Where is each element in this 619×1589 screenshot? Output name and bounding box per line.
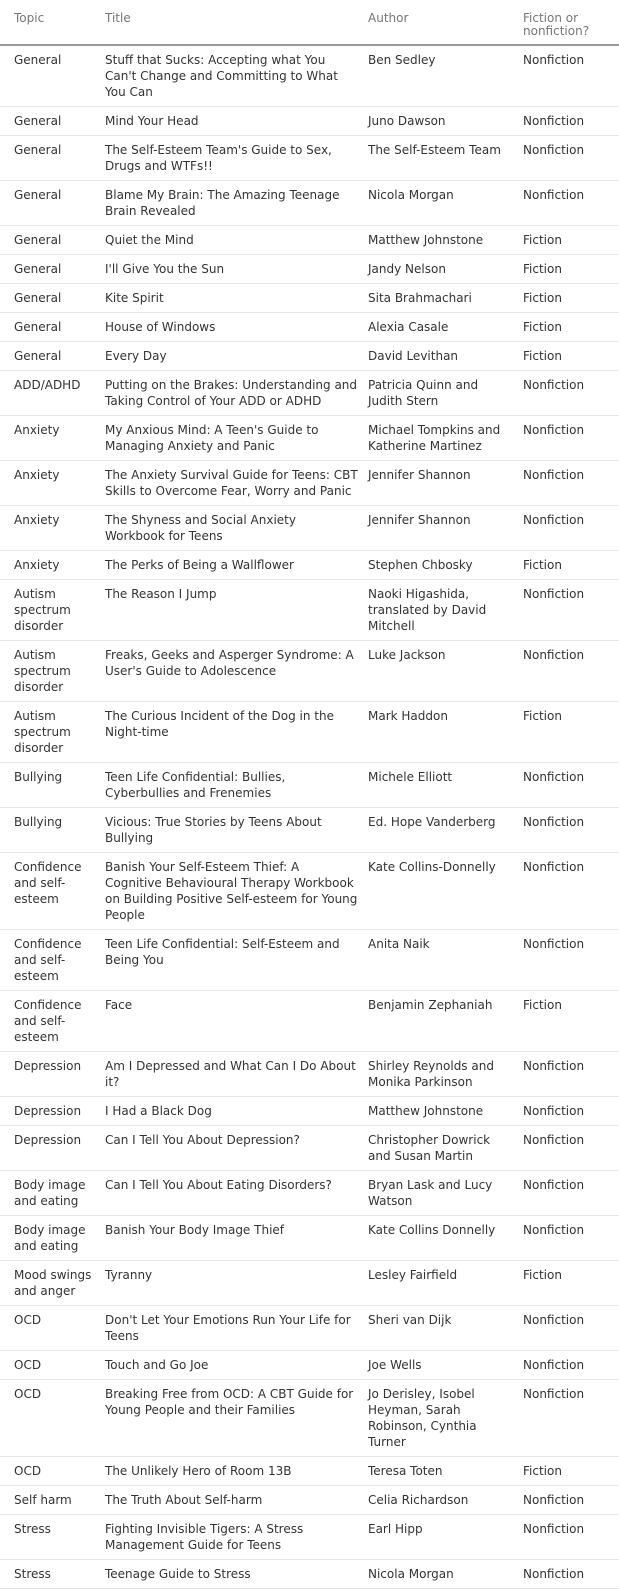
author-cell: Lesley Fairfield	[368, 1261, 523, 1306]
title-cell: Touch and Go Joe	[105, 1351, 368, 1380]
fiction-type-cell: Nonfiction	[523, 1052, 619, 1097]
title-cell: Mind Your Head	[105, 107, 368, 136]
topic-cell: General	[0, 255, 105, 284]
column-header-author: Author	[368, 8, 523, 45]
table-row	[0, 1380, 619, 1457]
author-cell: Bryan Lask and Lucy Watson	[368, 1171, 523, 1216]
topic-cell: Anxiety	[0, 551, 105, 580]
author-cell: Michael Tompkins and Katherine Martinez	[368, 416, 523, 461]
title-cell: The Anxiety Survival Guide for Teens: CBT Skills to Overcome Fear, Worry and Panic	[105, 461, 368, 506]
title-cell: The Truth About Self-harm	[105, 1486, 368, 1515]
title-cell: Teen Life Confidential: Bullies, Cyberbullies and Frenemies	[105, 763, 368, 808]
column-header-fiction-or-nonfiction: Fiction or nonfiction?	[523, 8, 619, 45]
title-cell: Vicious: True Stories by Teens About Bullying	[105, 808, 368, 853]
table-row	[0, 580, 619, 641]
topic-cell: Bullying	[0, 808, 105, 853]
topic-cell: Body image and eating	[0, 1216, 105, 1261]
fiction-type-cell: Nonfiction	[523, 853, 619, 930]
title-cell: The Perks of Being a Wallflower	[105, 551, 368, 580]
table-row	[0, 641, 619, 702]
title-cell: Can I Tell You About Eating Disorders?	[105, 1171, 368, 1216]
column-header-title: Title	[105, 8, 368, 45]
topic-cell: Self harm	[0, 1486, 105, 1515]
title-cell: The Curious Incident of the Dog in the Night-time	[105, 702, 368, 763]
topic-cell: ADD/ADHD	[0, 371, 105, 416]
table-row	[0, 1261, 619, 1306]
author-cell: Michele Elliott	[368, 763, 523, 808]
title-cell: Stuff that Sucks: Accepting what You Can't Change and Committing to What You Can	[105, 45, 368, 107]
table-row	[0, 702, 619, 763]
fiction-type-cell: Nonfiction	[523, 107, 619, 136]
fiction-type-cell: Nonfiction	[523, 136, 619, 181]
topic-cell: OCD	[0, 1380, 105, 1457]
author-cell: Earl Hipp	[368, 1515, 523, 1560]
column-header-topic: Topic	[0, 8, 105, 45]
topic-cell: OCD	[0, 1457, 105, 1486]
table-row	[0, 107, 619, 136]
author-cell: Stephen Chbosky	[368, 551, 523, 580]
title-cell: Face	[105, 991, 368, 1052]
author-cell: Juno Dawson	[368, 107, 523, 136]
author-cell: Kate Collins Donnelly	[368, 1216, 523, 1261]
fiction-type-cell: Fiction	[523, 1457, 619, 1486]
topic-cell: Autism spectrum disorder	[0, 641, 105, 702]
table-row	[0, 1560, 619, 1589]
title-cell: Kite Spirit	[105, 284, 368, 313]
table-row	[0, 506, 619, 551]
author-cell: Kate Collins-Donnelly	[368, 853, 523, 930]
title-cell: The Unlikely Hero of Room 13B	[105, 1457, 368, 1486]
topic-cell: Confidence and self-esteem	[0, 930, 105, 991]
title-cell: Banish Your Self-Esteem Thief: A Cognitive Behavioural Therapy Workbook on Building Positive Self-esteem for Young People	[105, 853, 368, 930]
table-row	[0, 181, 619, 226]
fiction-type-cell: Nonfiction	[523, 1097, 619, 1126]
author-cell: Ed. Hope Vanderberg	[368, 808, 523, 853]
table-row	[0, 226, 619, 255]
topic-cell: Stress	[0, 1515, 105, 1560]
title-cell: Every Day	[105, 342, 368, 371]
topic-cell: Confidence and self-esteem	[0, 853, 105, 930]
topic-cell: General	[0, 45, 105, 107]
table-row	[0, 1216, 619, 1261]
author-cell: Mark Haddon	[368, 702, 523, 763]
title-cell: Banish Your Body Image Thief	[105, 1216, 368, 1261]
table-row	[0, 551, 619, 580]
title-cell: Teenage Guide to Stress	[105, 1560, 368, 1589]
table-row	[0, 313, 619, 342]
fiction-type-cell: Nonfiction	[523, 1126, 619, 1171]
title-cell: Freaks, Geeks and Asperger Syndrome: A User's Guide to Adolescence	[105, 641, 368, 702]
table-header	[0, 8, 619, 45]
topic-cell: Depression	[0, 1097, 105, 1126]
author-cell: Teresa Toten	[368, 1457, 523, 1486]
author-cell: Benjamin Zephaniah	[368, 991, 523, 1052]
topic-cell: General	[0, 181, 105, 226]
author-cell: Anita Naik	[368, 930, 523, 991]
fiction-type-cell: Nonfiction	[523, 181, 619, 226]
author-cell: Luke Jackson	[368, 641, 523, 702]
table-row	[0, 1457, 619, 1486]
topic-cell: Anxiety	[0, 461, 105, 506]
table-row	[0, 416, 619, 461]
topic-cell: Stress	[0, 1560, 105, 1589]
table-row	[0, 1306, 619, 1351]
title-cell: I'll Give You the Sun	[105, 255, 368, 284]
title-cell: Quiet the Mind	[105, 226, 368, 255]
topic-cell: General	[0, 136, 105, 181]
table-row	[0, 1126, 619, 1171]
fiction-type-cell: Nonfiction	[523, 641, 619, 702]
author-cell: Matthew Johnstone	[368, 1097, 523, 1126]
fiction-type-cell: Nonfiction	[523, 930, 619, 991]
fiction-type-cell: Nonfiction	[523, 1515, 619, 1560]
topic-cell: Body image and eating	[0, 1171, 105, 1216]
fiction-type-cell: Fiction	[523, 342, 619, 371]
fiction-type-cell: Nonfiction	[523, 1216, 619, 1261]
author-cell: Nicola Morgan	[368, 181, 523, 226]
topic-cell: General	[0, 342, 105, 371]
table-row	[0, 284, 619, 313]
table-row	[0, 342, 619, 371]
title-cell: Teen Life Confidential: Self-Esteem and Being You	[105, 930, 368, 991]
table-row	[0, 255, 619, 284]
author-cell: Matthew Johnstone	[368, 226, 523, 255]
author-cell: Sheri van Dijk	[368, 1306, 523, 1351]
fiction-type-cell: Nonfiction	[523, 763, 619, 808]
topic-cell: Confidence and self-esteem	[0, 991, 105, 1052]
author-cell: Jandy Nelson	[368, 255, 523, 284]
topic-cell: General	[0, 313, 105, 342]
fiction-type-cell: Nonfiction	[523, 1171, 619, 1216]
table-row	[0, 808, 619, 853]
fiction-type-cell: Nonfiction	[523, 461, 619, 506]
author-cell: David Levithan	[368, 342, 523, 371]
topic-cell: Autism spectrum disorder	[0, 580, 105, 641]
author-cell: Sita Brahmachari	[368, 284, 523, 313]
table-row	[0, 1515, 619, 1560]
topic-cell: Mood swings and anger	[0, 1261, 105, 1306]
fiction-type-cell: Nonfiction	[523, 1560, 619, 1589]
title-cell: Tyranny	[105, 1261, 368, 1306]
title-cell: Am I Depressed and What Can I Do About it?	[105, 1052, 368, 1097]
table-row	[0, 930, 619, 991]
table-header-row	[0, 8, 619, 45]
author-cell: Shirley Reynolds and Monika Parkinson	[368, 1052, 523, 1097]
fiction-type-cell: Fiction	[523, 1261, 619, 1306]
fiction-type-cell: Nonfiction	[523, 506, 619, 551]
topic-cell: Anxiety	[0, 506, 105, 551]
table-row	[0, 1052, 619, 1097]
topic-cell: Depression	[0, 1126, 105, 1171]
table-row	[0, 991, 619, 1052]
fiction-type-cell: Nonfiction	[523, 1486, 619, 1515]
title-cell: Don't Let Your Emotions Run Your Life for Teens	[105, 1306, 368, 1351]
author-cell: The Self-Esteem Team	[368, 136, 523, 181]
title-cell: Fighting Invisible Tigers: A Stress Management Guide for Teens	[105, 1515, 368, 1560]
fiction-type-cell: Nonfiction	[523, 416, 619, 461]
title-cell: I Had a Black Dog	[105, 1097, 368, 1126]
fiction-type-cell: Fiction	[523, 702, 619, 763]
table-row	[0, 1097, 619, 1126]
fiction-type-cell: Nonfiction	[523, 808, 619, 853]
table-row	[0, 1486, 619, 1515]
author-cell: Celia Richardson	[368, 1486, 523, 1515]
author-cell: Patricia Quinn and Judith Stern	[368, 371, 523, 416]
fiction-type-cell: Nonfiction	[523, 45, 619, 107]
title-cell: The Self-Esteem Team's Guide to Sex, Drugs and WTFs!!	[105, 136, 368, 181]
book-list-table	[0, 8, 619, 1589]
author-cell: Jo Derisley, Isobel Heyman, Sarah Robinson, Cynthia Turner	[368, 1380, 523, 1457]
title-cell: The Reason I Jump	[105, 580, 368, 641]
fiction-type-cell: Nonfiction	[523, 580, 619, 641]
fiction-type-cell: Nonfiction	[523, 1306, 619, 1351]
table-row	[0, 853, 619, 930]
author-cell: Naoki Higashida, translated by David Mitchell	[368, 580, 523, 641]
fiction-type-cell: Fiction	[523, 226, 619, 255]
fiction-type-cell: Fiction	[523, 313, 619, 342]
title-cell: Breaking Free from OCD: A CBT Guide for Young People and their Families	[105, 1380, 368, 1457]
table-row	[0, 461, 619, 506]
author-cell: Christopher Dowrick and Susan Martin	[368, 1126, 523, 1171]
table-row	[0, 45, 619, 107]
author-cell: Joe Wells	[368, 1351, 523, 1380]
author-cell: Jennifer Shannon	[368, 461, 523, 506]
table-body	[0, 45, 619, 1589]
fiction-type-cell: Fiction	[523, 284, 619, 313]
author-cell: Jennifer Shannon	[368, 506, 523, 551]
author-cell: Ben Sedley	[368, 45, 523, 107]
table-row	[0, 763, 619, 808]
fiction-type-cell: Fiction	[523, 551, 619, 580]
title-cell: Blame My Brain: The Amazing Teenage Brain Revealed	[105, 181, 368, 226]
title-cell: Can I Tell You About Depression?	[105, 1126, 368, 1171]
title-cell: Putting on the Brakes: Understanding and Taking Control of Your ADD or ADHD	[105, 371, 368, 416]
table-row	[0, 1351, 619, 1380]
fiction-type-cell: Fiction	[523, 255, 619, 284]
topic-cell: Autism spectrum disorder	[0, 702, 105, 763]
topic-cell: OCD	[0, 1351, 105, 1380]
author-cell: Alexia Casale	[368, 313, 523, 342]
topic-cell: General	[0, 107, 105, 136]
fiction-type-cell: Fiction	[523, 991, 619, 1052]
author-cell: Nicola Morgan	[368, 1560, 523, 1589]
topic-cell: Depression	[0, 1052, 105, 1097]
table-row	[0, 136, 619, 181]
table-row	[0, 371, 619, 416]
table-row	[0, 1171, 619, 1216]
fiction-type-cell: Nonfiction	[523, 1351, 619, 1380]
topic-cell: OCD	[0, 1306, 105, 1351]
topic-cell: General	[0, 284, 105, 313]
fiction-type-cell: Nonfiction	[523, 371, 619, 416]
topic-cell: General	[0, 226, 105, 255]
topic-cell: Anxiety	[0, 416, 105, 461]
topic-cell: Bullying	[0, 763, 105, 808]
title-cell: House of Windows	[105, 313, 368, 342]
title-cell: My Anxious Mind: A Teen's Guide to Managing Anxiety and Panic	[105, 416, 368, 461]
title-cell: The Shyness and Social Anxiety Workbook for Teens	[105, 506, 368, 551]
fiction-type-cell: Nonfiction	[523, 1380, 619, 1457]
